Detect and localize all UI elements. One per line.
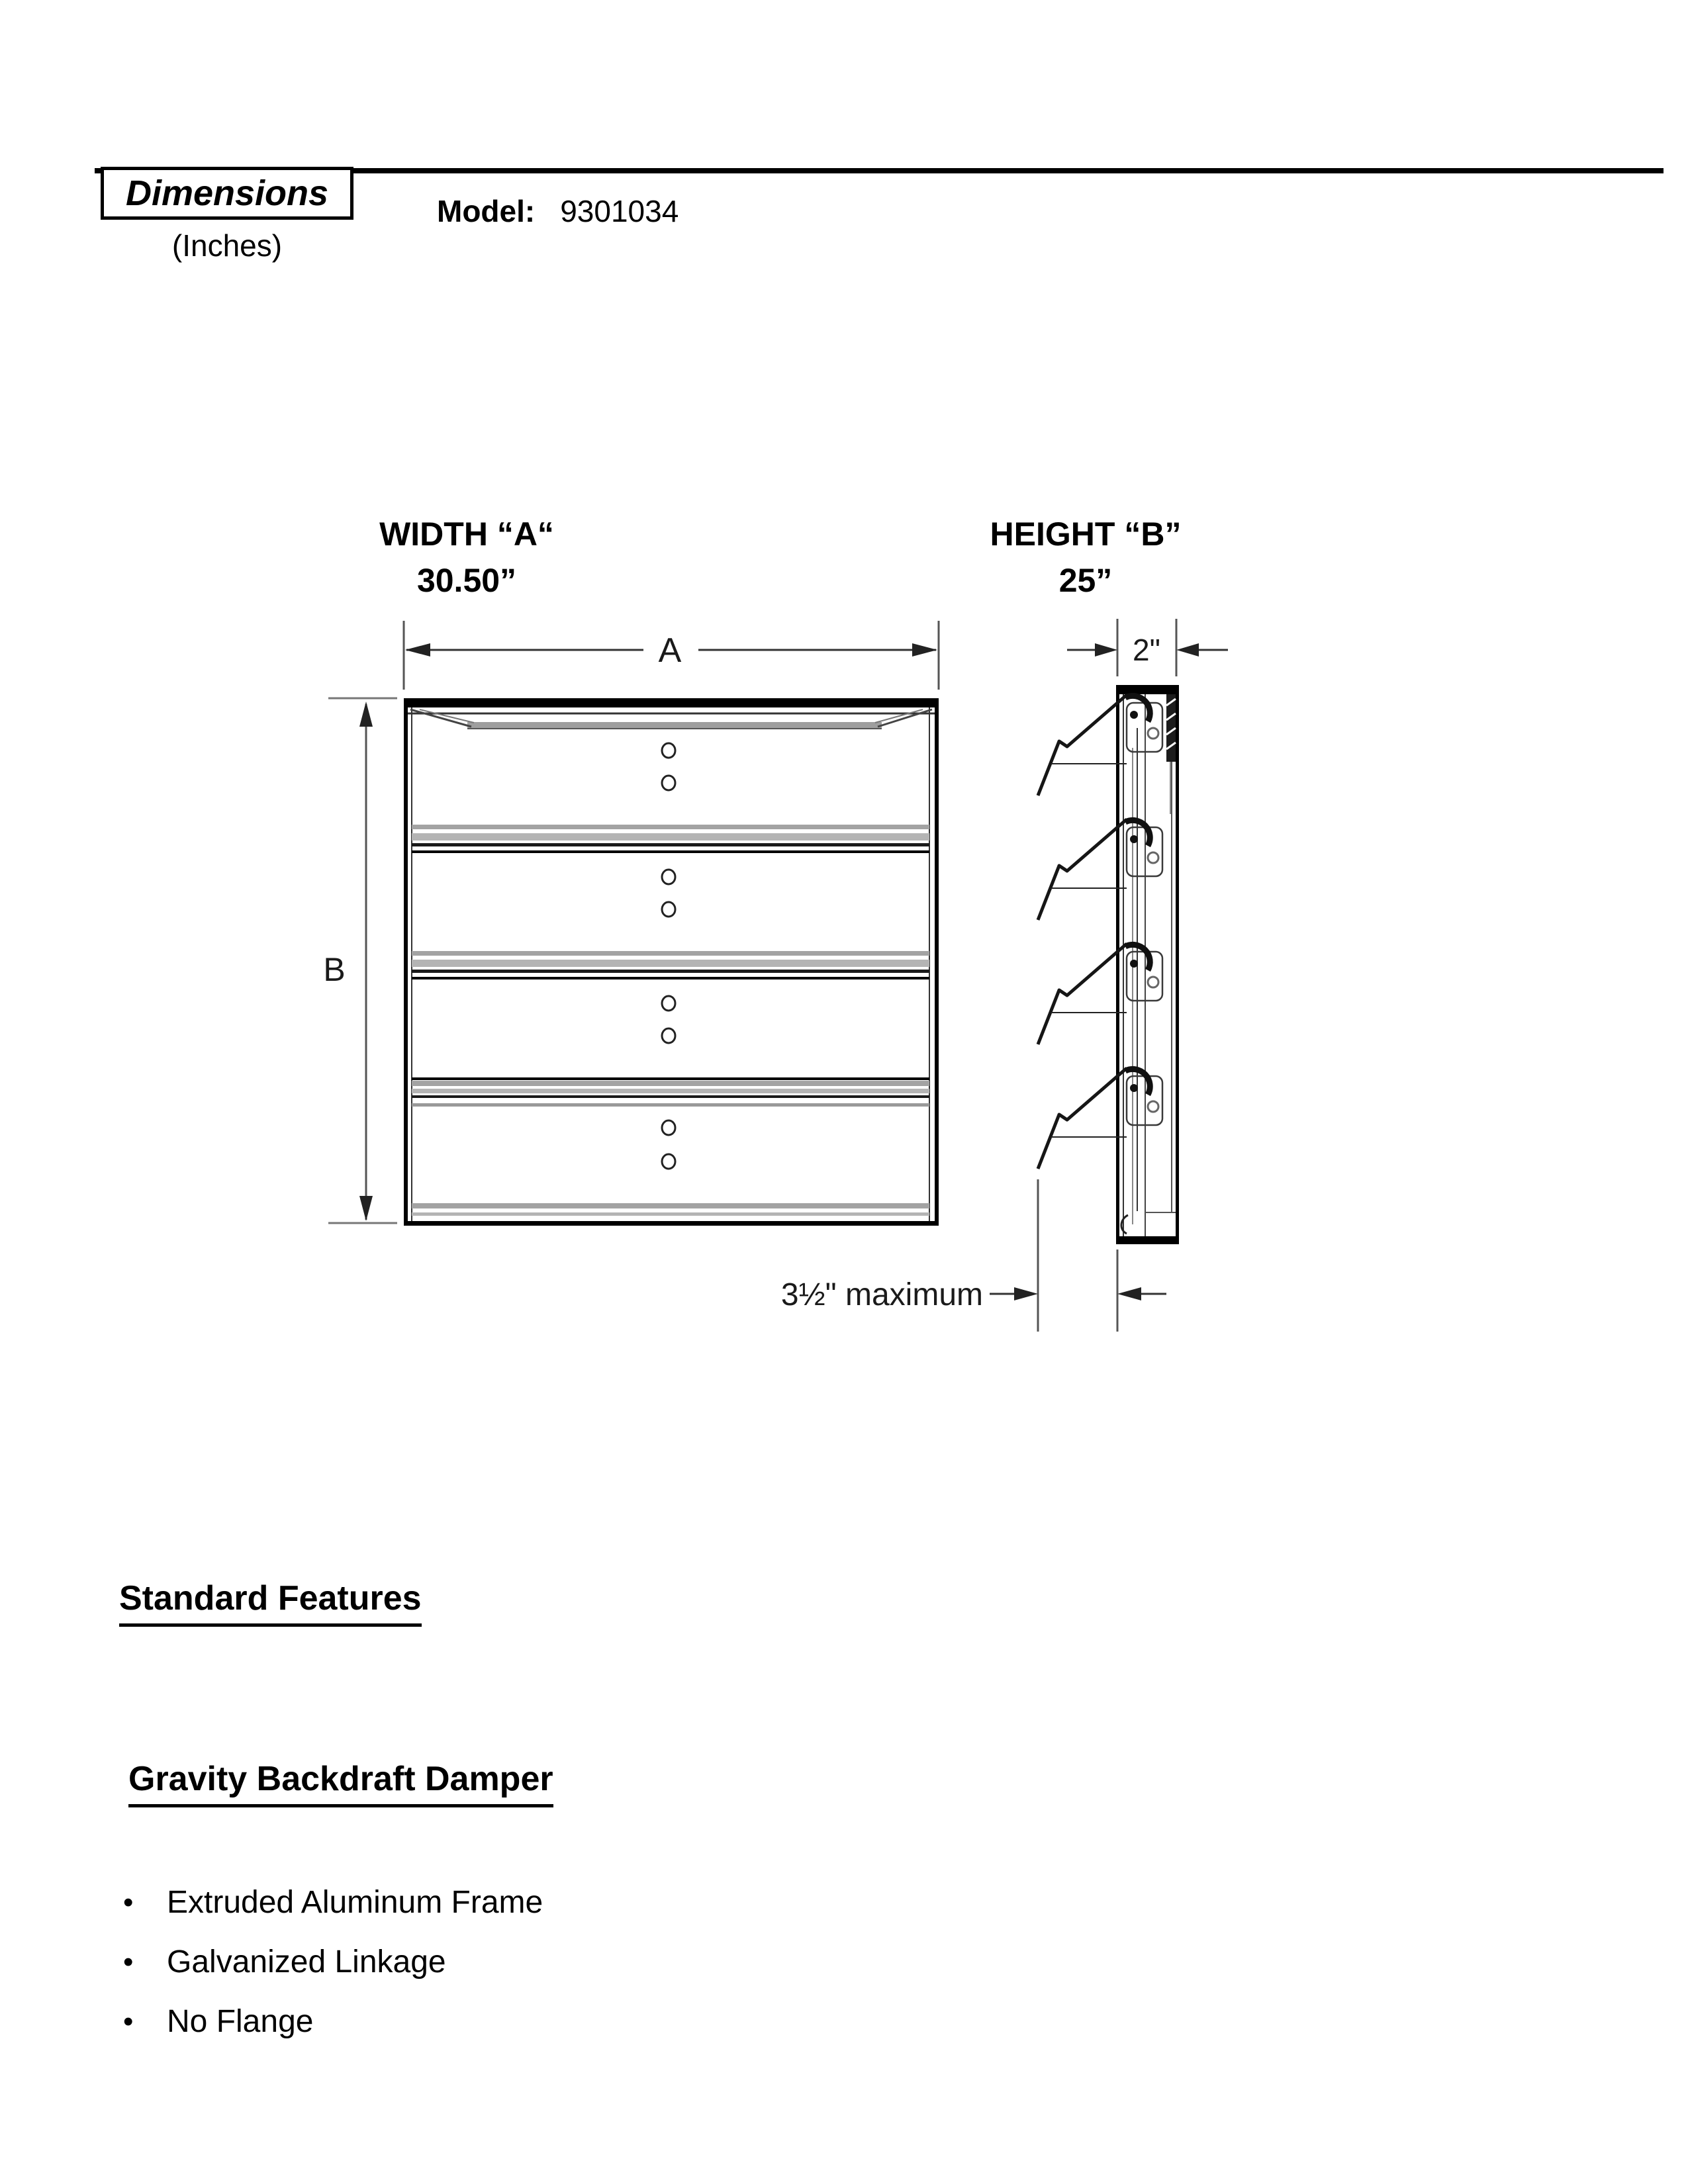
open-blade (1038, 944, 1162, 1044)
damper-side-view (1038, 685, 1179, 1244)
feature-list (119, 1873, 543, 2052)
dimension-depth (1067, 619, 1228, 676)
dim-depth-label: 2" (1133, 633, 1160, 667)
dimension-protrusion (781, 1179, 1166, 1332)
open-blade (1038, 819, 1162, 920)
open-blade (1038, 695, 1162, 796)
dim-b-label: B (323, 951, 346, 988)
gravity-damper-subheading: Gravity Backdraft Damper (128, 1759, 553, 1807)
page-title: Dimensions (125, 173, 329, 213)
units-label: (Inches) (171, 228, 283, 263)
width-title: WIDTH “A“ (379, 516, 554, 553)
damper-front-view (404, 698, 939, 1226)
feature-item: • Extruded Aluminum Frame (119, 1873, 543, 1933)
open-blade (1038, 1068, 1162, 1169)
dim-max-label: 3½" maximum (780, 1277, 983, 1312)
height-value: 25” (1058, 562, 1113, 599)
height-title: HEIGHT “B” (990, 516, 1182, 553)
dimension-height (323, 698, 397, 1223)
feature-item: • No Flange (119, 1992, 543, 2052)
dimension-width (404, 621, 939, 690)
standard-features-heading: Standard Features (119, 1578, 422, 1627)
model-label: Model: (437, 194, 536, 228)
dim-a-label: A (658, 631, 682, 670)
width-value: 30.50” (416, 562, 517, 599)
feature-item: • Galvanized Linkage (119, 1933, 543, 1992)
model-value: 9301034 (560, 194, 679, 228)
